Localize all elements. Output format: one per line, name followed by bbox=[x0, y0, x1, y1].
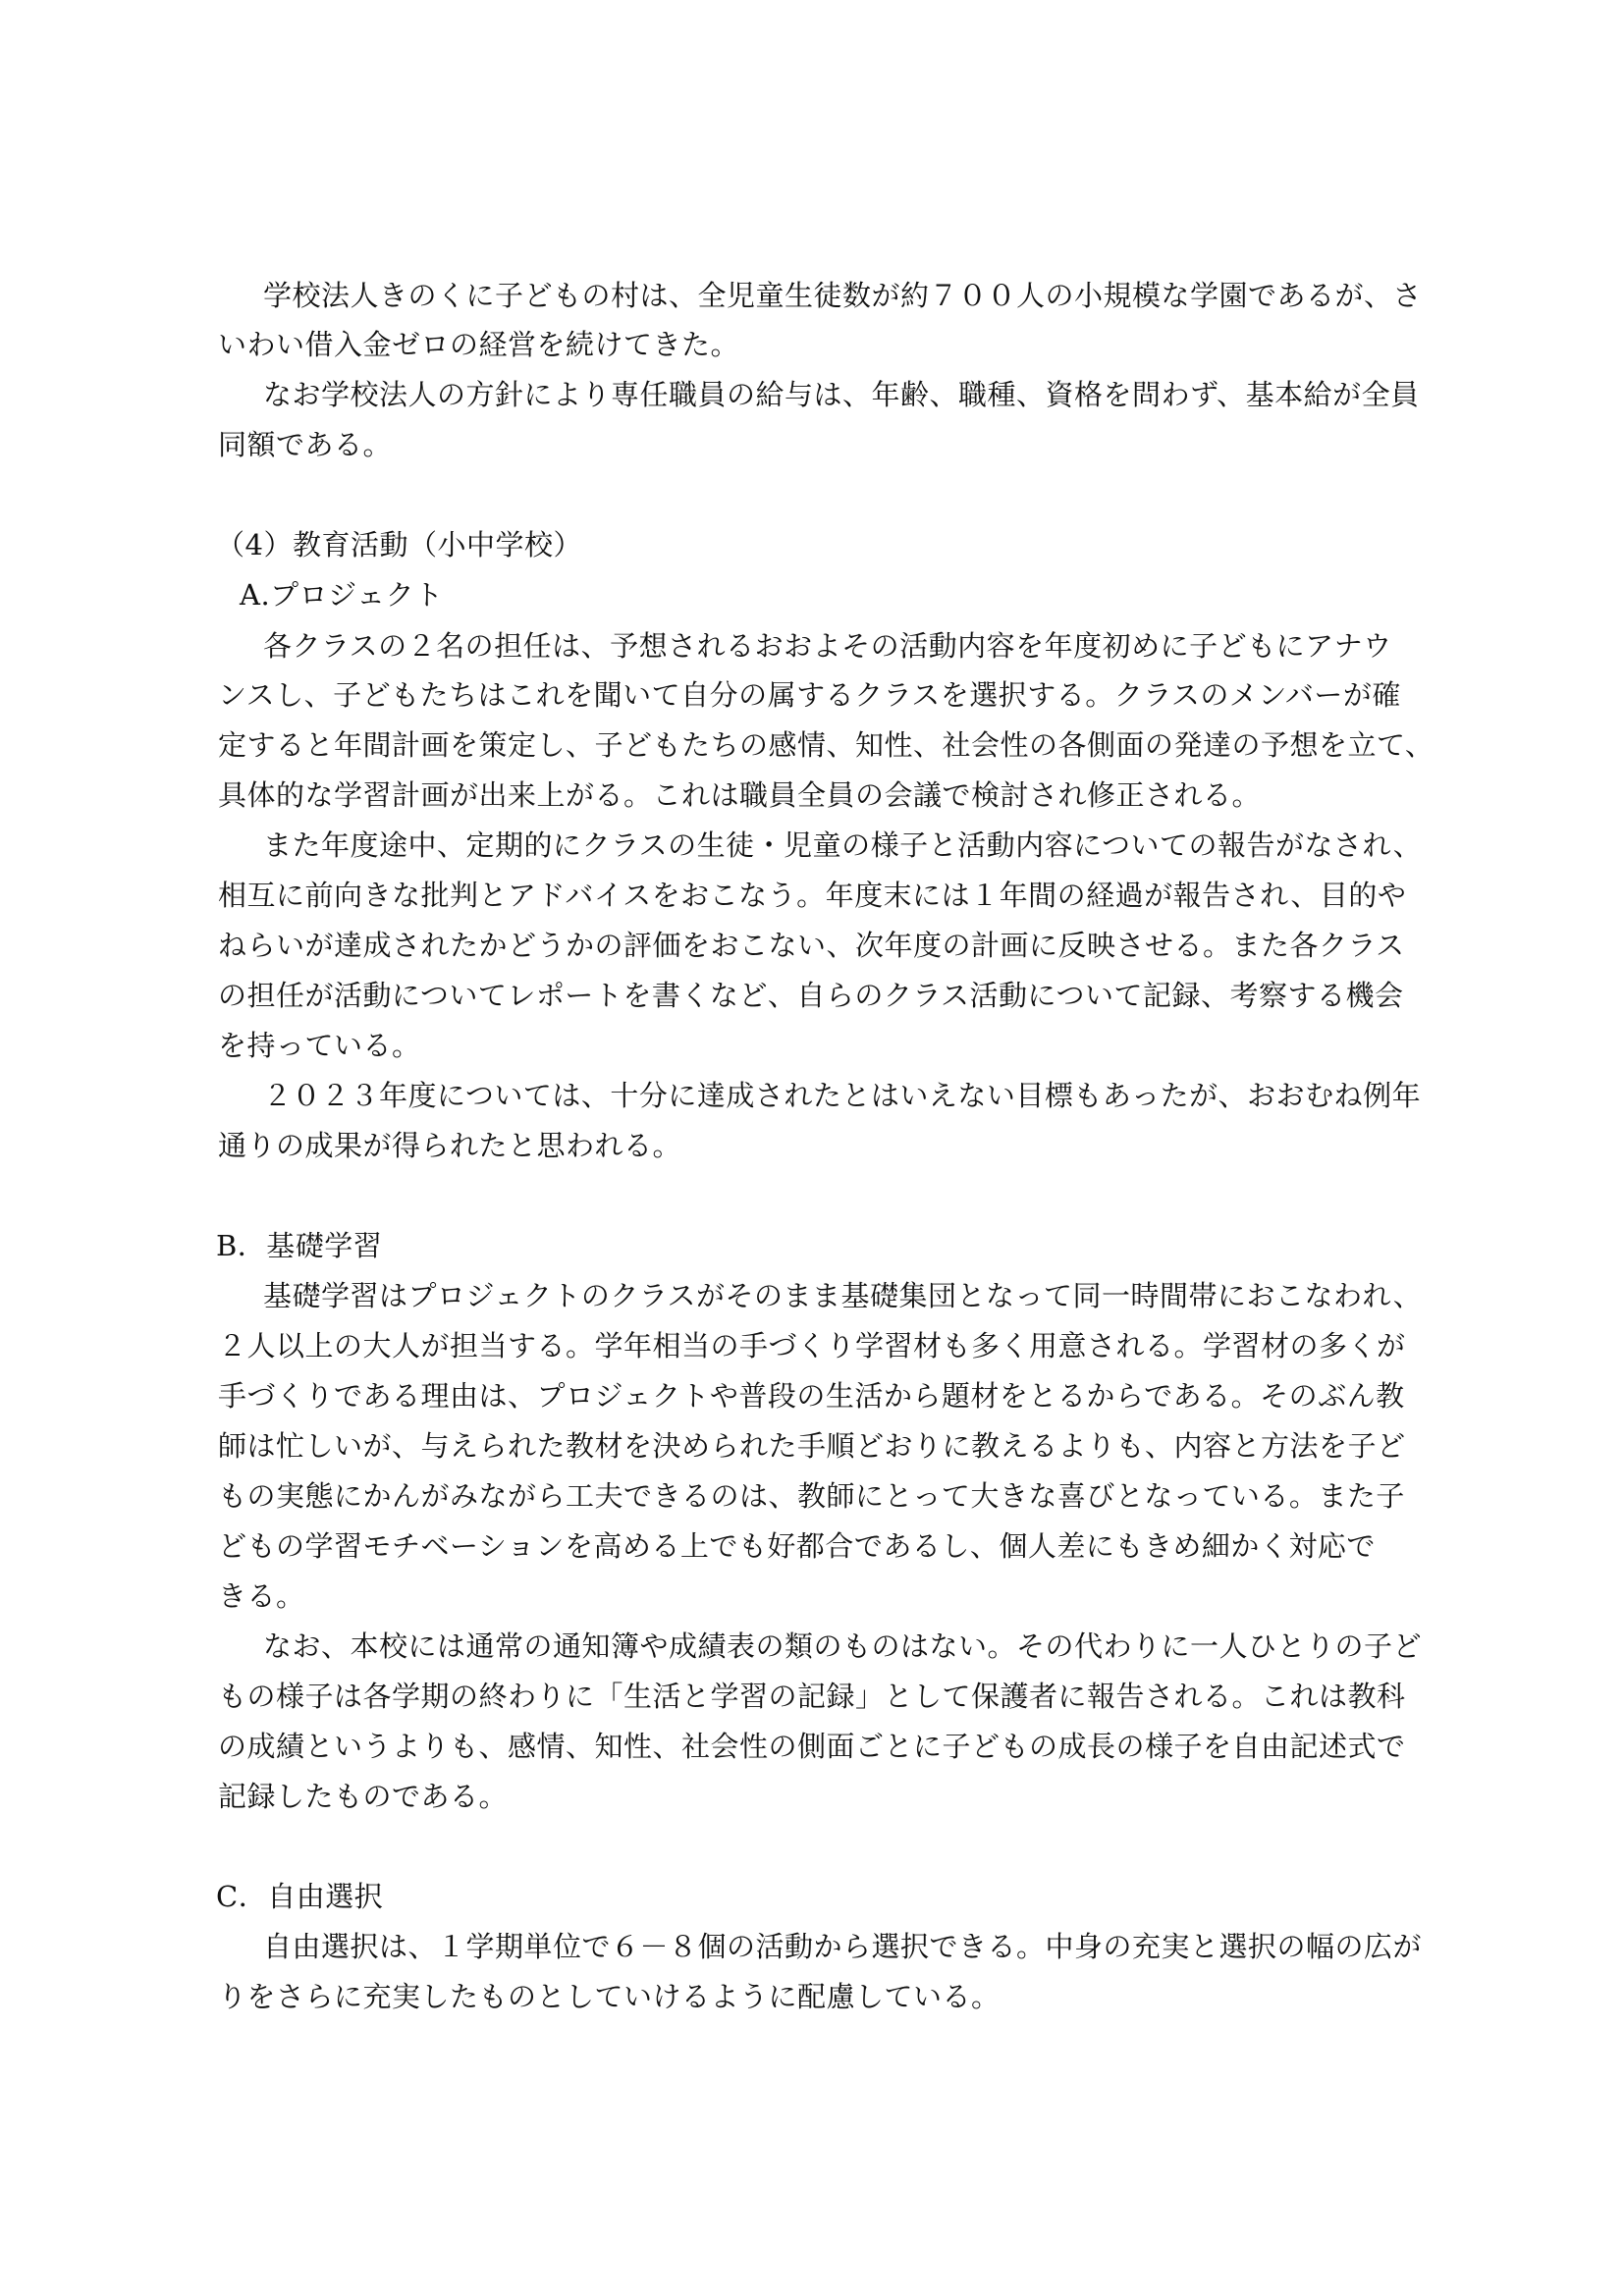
paragraph-line: 師は忙しいが、与えられた教材を決められた手順どおりに教えるよりも、内容と方法を子ど bbox=[218, 1429, 1406, 1463]
paragraph-line: もの様子は各学期の終わりに「生活と学習の記録」として保護者に報告される。これは教科 bbox=[218, 1680, 1406, 1713]
paragraph-line: 手づくりである理由は、プロジェクトや普段の生活から題材をとるからである。そのぶん教 bbox=[218, 1379, 1405, 1413]
paragraph-line: ンスし、子どもたちはこれを聞いて自分の属するクラスを選択する。クラスのメンバーが確 bbox=[218, 678, 1401, 712]
paragraph-line: 記録したものである。 bbox=[218, 1780, 509, 1813]
paragraph-line: 自由選択は、１学期単位で６－８個の活動から選択できる。中身の充実と選択の幅の広が bbox=[263, 1930, 1423, 1963]
paragraph-line: を持っている。 bbox=[218, 1029, 421, 1062]
paragraph-line: 定すると年間計画を策定し、子どもたちの感情、知性、社会性の各側面の発達の予想を立て、 bbox=[218, 728, 1435, 762]
paragraph-line: 基礎学習はプロジェクトのクラスがそのまま基礎集団となって同一時間帯におこなわれ、 bbox=[263, 1279, 1423, 1312]
paragraph-line: もの実態にかんがみながら工夫できるのは、教師にとって大きな喜びとなっている。また子 bbox=[218, 1479, 1405, 1513]
paragraph-line: 通りの成果が得られたと思われる。 bbox=[218, 1129, 682, 1162]
paragraph-line: 学校法人きのくに子どもの村は、全児童生徒数が約７００人の小規模な学園であるが、さ bbox=[263, 279, 1423, 312]
paragraph-line: きる。 bbox=[218, 1579, 305, 1613]
paragraph-line: どもの学習モチベーションを高める上でも好都合であるし、個人差にもきめ細かく対応で bbox=[218, 1529, 1376, 1563]
subsection-heading-b: B．基礎学習 bbox=[216, 1229, 383, 1262]
paragraph-line: いわい借入金ゼロの経営を続けてきた。 bbox=[218, 328, 740, 361]
paragraph-line: なお、本校には通常の通知簿や成績表の類のものはない。その代わりに一人ひとりの子ど bbox=[263, 1629, 1423, 1663]
paragraph-line: 具体的な学習計画が出来上がる。これは職員全員の会議で検討され修正される。 bbox=[218, 778, 1262, 812]
paragraph-line: ねらいが達成されたかどうかの評価をおこない、次年度の計画に反映させる。また各クラス bbox=[218, 929, 1405, 962]
subsection-heading-a: A.プロジェクト bbox=[240, 578, 444, 612]
subsection-heading-c: C．自由選択 bbox=[216, 1880, 384, 1913]
paragraph-line: 相互に前向きな批判とアドバイスをおこなう。年度末には１年間の経過が報告され、目的や bbox=[218, 879, 1407, 912]
paragraph-line: 各クラスの２名の担任は、予想されるおおよその活動内容を年度初めに子どもにアナウ bbox=[263, 629, 1392, 663]
paragraph-line: の担任が活動についてレポートを書くなど、自らのクラス活動について記録、考察する機会 bbox=[218, 979, 1404, 1012]
paragraph-line: ２０２３年度については、十分に達成されたとはいえない目標もあったが、おおむね例年 bbox=[263, 1079, 1422, 1112]
paragraph-line: りをさらに充実したものとしていけるように配慮している。 bbox=[218, 1980, 1001, 2013]
paragraph-line: の成績というよりも、感情、知性、社会性の側面ごとに子どもの成長の様子を自由記述式で bbox=[218, 1730, 1406, 1763]
paragraph-line: また年度途中、定期的にクラスの生徒・児童の様子と活動内容についての報告がなされ、 bbox=[263, 828, 1423, 862]
paragraph-line: ２人以上の大人が担当する。学年相当の手づくり学習材も多く用意される。学習材の多くが bbox=[218, 1329, 1406, 1362]
paragraph-line: なお学校法人の方針により専任職員の給与は、年齢、職種、資格を問わず、基本給が全員 bbox=[263, 378, 1420, 411]
section-heading: （4）教育活動（小中学校） bbox=[216, 528, 582, 561]
paragraph-line: 同額である。 bbox=[218, 428, 393, 461]
